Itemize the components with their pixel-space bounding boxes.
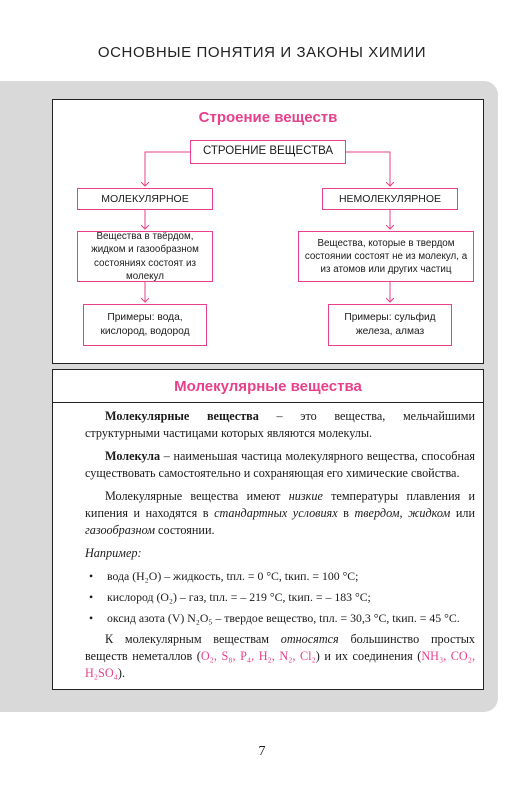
molecular-description-box: Вещества в твёрдом, жидком и газообразном состояниях состоят из молекул: [77, 231, 213, 282]
molecular-substances-title: Молекулярные вещества: [174, 378, 362, 395]
nonmolecular-heading-box: НЕМОЛЕКУЛЯРНОЕ: [322, 188, 458, 210]
definition-molecular-substances: Молекулярные вещества – это вещества, мельчайшими структурными частицами которых являются молекулы.: [85, 409, 475, 440]
example-oxygen: • кислород (O₂) – газ, tпл. = – 219 °С, tкип. = – 183 °С;: [85, 589, 475, 606]
nonmetals-paragraph: К молекулярным веществам относятся большинство простых веществ неметаллов (O₂, S₈, P₄, H₂, N₂, Cl₂) и их соединения (NH₃, CO₂, H₂SO₄).: [85, 632, 476, 680]
definition-molecule: Молекула – наименьшая частица молекулярного вещества, способная существовать самостоятельно и сохраняющая его химические свойства.: [85, 449, 475, 480]
diagram-root-box: СТРОЕНИЕ ВЕЩЕСТВА: [190, 140, 346, 164]
molecular-substances-panel: [52, 369, 484, 690]
structure-panel: [52, 99, 484, 364]
nonmolecular-description-box: Вещества, которые в твердом состоянии состоят не из молекул, а из атомов или других частиц: [298, 231, 474, 282]
molecular-heading-box: МОЛЕКУЛЯРНОЕ: [77, 188, 213, 210]
example-list: [85, 568, 475, 627]
title-divider: [53, 402, 483, 403]
page-header: ОСНОВНЫЕ ПОНЯТИЯ И ЗАКОНЫ ХИМИИ: [97, 44, 427, 61]
example-nitrogen-oxide: • оксид азота (V) N₂O₅ – твердое вещество, tпл. = 30,3 °С, tкип. = 45 °С.: [85, 610, 475, 627]
molecular-examples-box: Примеры: вода, кислород, водород: [83, 304, 207, 346]
page-number: 7: [258, 744, 266, 759]
example-label: Например:: [85, 546, 142, 560]
molecular-substances-body: [85, 408, 475, 688]
example-water: • вода (H₂O) – жидкость, tпл. = 0 °С, tкип. = 100 °С;: [85, 568, 475, 585]
nonmolecular-examples-box: Примеры: сульфид железа, алмаз: [328, 304, 452, 346]
properties-paragraph: Молекулярные вещества имеют низкие температуры плавления и кипения и находятся в стандартных условиях в твердом, жидком или газообразном состоянии.: [85, 489, 475, 537]
structure-panel-title: Строение веществ: [198, 109, 338, 126]
